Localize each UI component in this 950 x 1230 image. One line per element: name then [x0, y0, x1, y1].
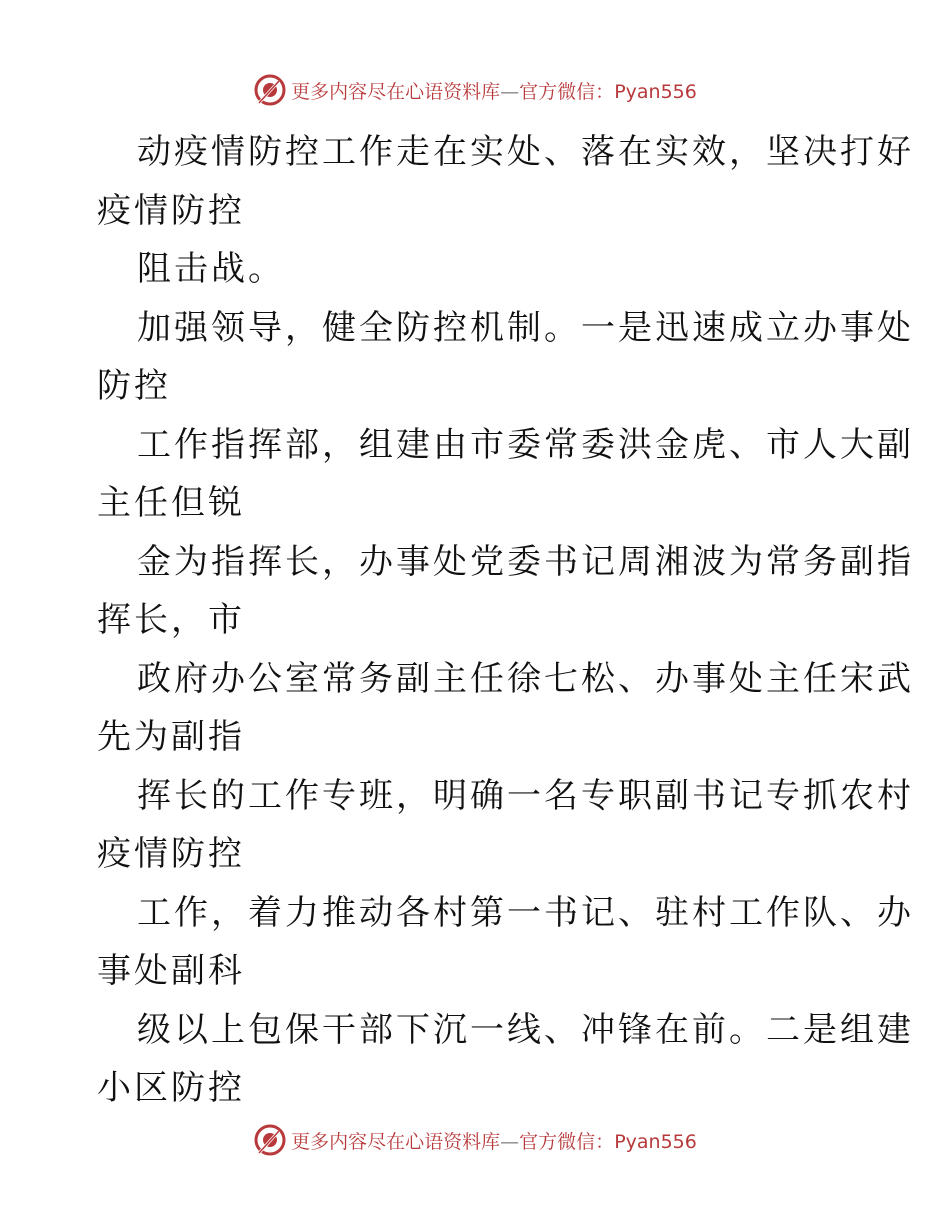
text-line: 挥长，市: [97, 600, 245, 640]
text-line: 政府办公室常务副主任徐七松、办事处主任宋武: [137, 658, 914, 699]
footer-banner-separator: —: [500, 1130, 520, 1153]
header-banner-title: 更多内容尽在心语资料库: [291, 80, 501, 103]
text-line: 工作指挥部，组建由市委常委洪金虎、市人大副: [137, 424, 914, 465]
document-body: [97, 123, 914, 1118]
text-line: 动疫情防控工作走在实处、落在实效，坚决打好: [137, 132, 914, 172]
footer-wechat-label: 官方微信：: [519, 1130, 615, 1153]
text-line: 加强领导，健全防控机制。一是迅速成立办事处: [137, 307, 914, 348]
footer-banner: [0, 1120, 950, 1160]
header-banner-text: [291, 77, 697, 104]
text-line: 主任但锐: [97, 483, 245, 523]
text-line: 疫情防控: [97, 190, 245, 231]
text-line: 工作，着力推动各村第一书记、驻村工作队、办: [137, 892, 914, 933]
header-wechat-id: Pyan556: [614, 80, 697, 103]
header-banner: [0, 70, 950, 110]
footer-wechat-id: Pyan556: [614, 1130, 697, 1153]
text-line: 小区防控: [97, 1068, 245, 1108]
header-banner-separator: —: [500, 80, 520, 103]
text-line: 阻击战。: [137, 249, 285, 289]
text-line: 金为指挥长，办事处党委书记周湘波为常务副指: [137, 541, 914, 582]
header-wechat-label: 官方微信：: [519, 80, 615, 103]
brand-logo-icon: [253, 1123, 287, 1157]
footer-banner-text: [291, 1127, 697, 1154]
text-line: 事处副科: [97, 951, 245, 991]
footer-banner-title: 更多内容尽在心语资料库: [291, 1130, 501, 1153]
text-line: 级以上包保干部下沉一线、冲锋在前。二是组建: [137, 1009, 914, 1050]
text-line: 挥长的工作专班，明确一名专职副书记专抓农村: [137, 775, 914, 816]
brand-logo-icon: [253, 73, 287, 107]
text-line: 先为副指: [97, 717, 245, 757]
text-line: 疫情防控: [97, 834, 245, 874]
text-line: 防控: [97, 366, 171, 406]
